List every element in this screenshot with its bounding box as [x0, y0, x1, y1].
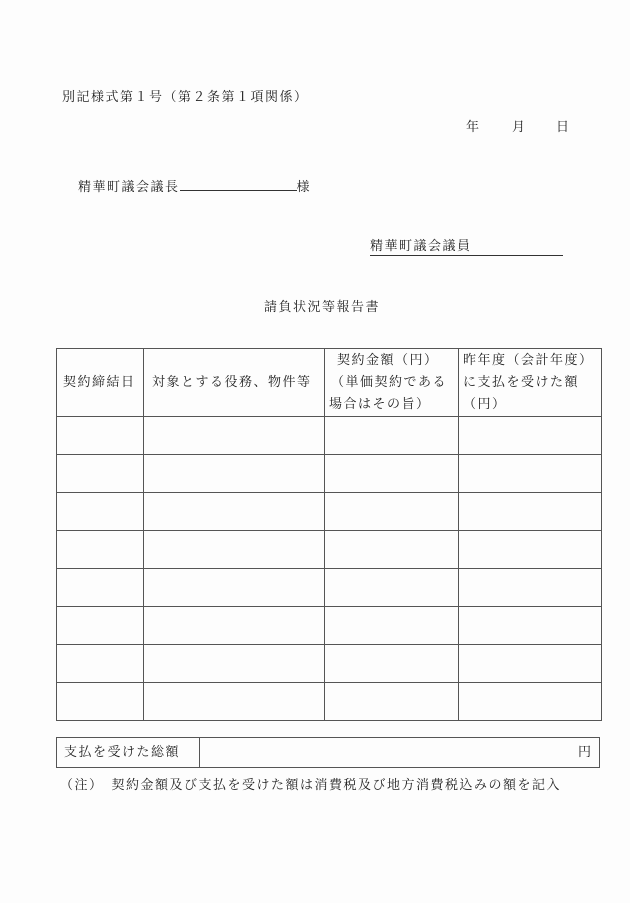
cell-contract-date[interactable] — [57, 569, 144, 607]
cell-contract-date[interactable] — [57, 607, 144, 645]
date-month-label: 月 — [512, 120, 527, 135]
footnote: （注） 契約金額及び支払を受けた額は消費税及び地方消費税込みの額を記入 — [60, 778, 562, 793]
cell-target-service[interactable] — [144, 645, 325, 683]
cell-contract-amount[interactable] — [325, 531, 459, 569]
cell-last-year-paid[interactable] — [459, 455, 602, 493]
total-paid-box — [56, 737, 600, 768]
table-row — [57, 607, 602, 645]
cell-contract-date[interactable] — [57, 645, 144, 683]
form-reference: 別記様式第１号（第２条第１項関係） — [62, 90, 309, 105]
cell-contract-date[interactable] — [57, 493, 144, 531]
header-contract-amount: 契約金額（円） （単価契約である 場合はその旨） — [325, 349, 459, 417]
table-row — [57, 645, 602, 683]
header-last-year-paid: 昨年度（会計年度） に支払を受けた額 （円） — [459, 349, 602, 417]
document-title: 請負状況等報告書 — [264, 300, 381, 315]
sender-label: 精華町議会議員 — [370, 239, 472, 254]
cell-last-year-paid[interactable] — [459, 569, 602, 607]
cell-contract-amount[interactable] — [325, 455, 459, 493]
table-row — [57, 417, 602, 455]
addressee-prefix: 精華町議会議長 — [78, 180, 180, 195]
cell-contract-date[interactable] — [57, 683, 144, 721]
cell-contract-date[interactable] — [57, 455, 144, 493]
cell-target-service[interactable] — [144, 455, 325, 493]
cell-contract-date[interactable] — [57, 531, 144, 569]
cell-target-service[interactable] — [144, 417, 325, 455]
table-row — [57, 455, 602, 493]
total-paid-unit: 円 — [577, 745, 591, 760]
date-day-label: 日 — [556, 120, 571, 135]
cell-last-year-paid[interactable] — [459, 417, 602, 455]
cell-contract-amount[interactable] — [325, 417, 459, 455]
table-row — [57, 493, 602, 531]
header-contract-date: 契約締結日 — [57, 349, 144, 417]
report-table — [56, 348, 602, 721]
sender-line[interactable] — [370, 235, 563, 256]
cell-last-year-paid[interactable] — [459, 607, 602, 645]
addressee-line — [78, 176, 311, 195]
cell-contract-amount[interactable] — [325, 569, 459, 607]
addressee-suffix: 様 — [296, 180, 312, 195]
cell-contract-amount[interactable] — [325, 493, 459, 531]
cell-last-year-paid[interactable] — [459, 645, 602, 683]
total-paid-field[interactable] — [200, 738, 599, 767]
cell-contract-date[interactable] — [57, 417, 144, 455]
cell-last-year-paid[interactable] — [459, 531, 602, 569]
date-year-label: 年 — [466, 120, 481, 135]
header-target-service: 対象とする役務、物件等 — [144, 349, 325, 417]
cell-target-service[interactable] — [144, 493, 325, 531]
total-paid-label: 支払を受けた総額 — [57, 738, 200, 767]
cell-last-year-paid[interactable] — [459, 493, 602, 531]
cell-target-service[interactable] — [144, 569, 325, 607]
cell-last-year-paid[interactable] — [459, 683, 602, 721]
cell-target-service[interactable] — [144, 607, 325, 645]
cell-contract-amount[interactable] — [325, 683, 459, 721]
table-row — [57, 569, 602, 607]
cell-contract-amount[interactable] — [325, 607, 459, 645]
cell-target-service[interactable] — [144, 531, 325, 569]
table-row — [57, 683, 602, 721]
table-row — [57, 531, 602, 569]
addressee-name-blank[interactable] — [180, 176, 297, 191]
cell-contract-amount[interactable] — [325, 645, 459, 683]
cell-target-service[interactable] — [144, 683, 325, 721]
table-header-row — [57, 349, 602, 417]
